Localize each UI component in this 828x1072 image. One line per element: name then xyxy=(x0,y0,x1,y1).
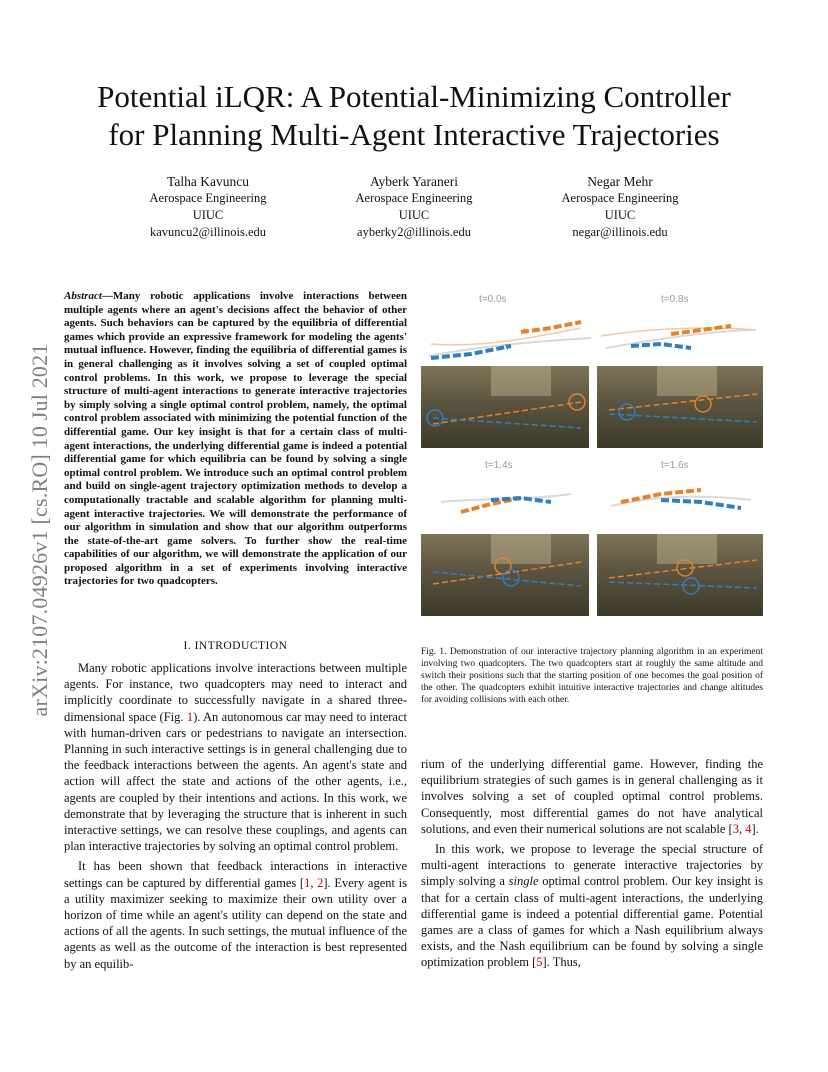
arxiv-sidebar xyxy=(20,300,60,760)
abstract-text: —Many robotic applications involve interactions between multiple agents where an agent's decisions affect the behavior of other agents. Such behaviors can be captured by the equilibria of differential games which provide an expressive framework for modeling the agents' mutual influence. However, finding the equilibria of differential games is in general challenging as it involves solving a set of coupled optimal control problems. In this work, we propose to leverage the special structure of multi-agent interactions to generate interactive trajectories by simply solving a single optimal control problem, namely, the optimal control problem associated with minimizing the potential function of the differential game. Our key insight is that for a certain class of multi-agent interactions, the underlying differential game is indeed a potential differential game for which equilibria can be found by solving a single optimal control problem. We introduce such an optimal control problem and build on single-agent trajectory optimization methods to develop a computationally tractable and scalable algorithm for planning multi-agent interactive trajectories. We will demonstrate the performance of our algorithm in simulation and show that our algorithm outperforms the state-of-the-art game solvers. To further show the real-time capabilities of our algorithm, we will demonstrate the application of our proposed algorithm in a set of experiments involving interactive trajectories for two quadcopters. xyxy=(64,290,407,588)
intro-paragraph-1: Many robotic applications involve interactions between multiple agents. For instance, two quadcopters may need to interact and implicitly coordinate to successfully navigate in a shared three-dimensional space (Fig. 1). An autonomous car may need to interact with human-driven cars or pedestrians to navigate an intersection. Planning in such interactive settings is in general challenging due to the feedback interactions between the agents. An agent's state and action will affect the state and actions of the other agents, i.e., agents are coupled by their intentions and actions. In this work, we demonstrate that by leveraging the structure that is inherent in such interactive settings, we can resolve these couplings, and agents can plan interactive trajectories by solving an optimal control problem. xyxy=(64,661,408,854)
title-line-1: Potential iLQR: A Potential-Minimizing Controller xyxy=(97,79,731,114)
citation-link[interactable]: 5 xyxy=(536,955,543,970)
citation-link[interactable]: 4 xyxy=(745,821,752,836)
introduction-body xyxy=(64,660,407,976)
author-inst: UIUC xyxy=(398,208,430,222)
author-name: Ayberk Yaraneri xyxy=(370,174,458,189)
time-label: t=0.8s xyxy=(661,294,689,305)
citation-link[interactable]: 1 xyxy=(304,875,311,890)
right-column-body xyxy=(421,756,763,975)
abstract xyxy=(64,290,407,589)
paper-title xyxy=(40,78,788,154)
time-label: t=1.4s xyxy=(485,460,513,471)
right-paragraph-2: In this work, we propose to leverage the special structure of multi-agent interactions to generate interactive trajectories by simply solving a single optimal control problem. Our key insight is that for a certain class of multi-agent interactions, the underlying differential game is indeed a potential differential game. Potential games are a class of games for which a Nash equilibrium always exists, and the Nash equilibrium can be found by solving a single optimization problem [5]. Thus, xyxy=(421,842,763,970)
author-name: Talha Kavuncu xyxy=(167,174,249,189)
intro-paragraph-2: It has been shown that feedback interactions in interactive settings can be captured by differential games [1, 2]. Every agent is a utility maximizer seeking to maximize their own utility over a horizon of time while an agent's utility can depend on the state and actions of all the agents. In such settings, the mutual influence of the agents as well as the outcome of the interaction is best represented by an equilib- xyxy=(64,859,407,971)
figure-1 xyxy=(421,292,763,627)
title-line-2: for Planning Multi-Agent Interactive Trajectories xyxy=(108,117,720,152)
abstract-label: Abstract xyxy=(64,290,102,302)
time-label: t=1.6s xyxy=(661,460,689,471)
section-heading-introduction: I. INTRODUCTION xyxy=(183,640,288,652)
author-email[interactable]: kavuncu2@illinois.edu xyxy=(149,225,266,239)
author-inst: UIUC xyxy=(192,208,224,222)
author-3 xyxy=(520,173,720,241)
arxiv-identifier: arXiv:2107.04926v1 [cs.RO] 10 Jul 2021 xyxy=(27,343,52,717)
figure-1-caption: Fig. 1. Demonstration of our interactive trajectory planning algorithm in an experiment involving two quadcopters. The two quadcopters start at roughly the same altitude and switch their positions such that the starting position of one becomes the goal position of the other. The quadcopters exhibit intuitive interactive trajectories and change altitudes for avoiding collisions with each other. xyxy=(421,647,763,705)
experiment-overlay-row-2 xyxy=(421,534,763,616)
citation-link[interactable]: 3 xyxy=(732,821,739,836)
author-name: Negar Mehr xyxy=(587,174,653,189)
author-dept: Aerospace Engineering xyxy=(355,191,473,205)
right-paragraph-1: rium of the underlying differential game. However, finding the equilibrium strategies of such games is in general challenging as it involves solving a set of coupled optimal control problems. Consequently, most differential games do not have analytical solutions, and even their numerical solutions are not scalable [3, 4]. xyxy=(421,757,763,836)
time-label: t=0.0s xyxy=(479,294,507,305)
author-email[interactable]: negar@illinois.edu xyxy=(572,225,668,239)
citation-link[interactable]: 2 xyxy=(317,875,324,890)
simulation-trajectories-row-1 xyxy=(421,308,763,366)
author-inst: UIUC xyxy=(604,208,636,222)
author-2 xyxy=(314,173,514,241)
author-email[interactable]: ayberky2@illinois.edu xyxy=(357,225,471,239)
author-dept: Aerospace Engineering xyxy=(149,191,267,205)
author-dept: Aerospace Engineering xyxy=(561,191,679,205)
author-1 xyxy=(108,173,308,241)
simulation-trajectories-row-2 xyxy=(421,472,763,530)
experiment-overlay-row-1 xyxy=(421,366,763,448)
fig-ref-link[interactable]: 1 xyxy=(186,709,194,724)
